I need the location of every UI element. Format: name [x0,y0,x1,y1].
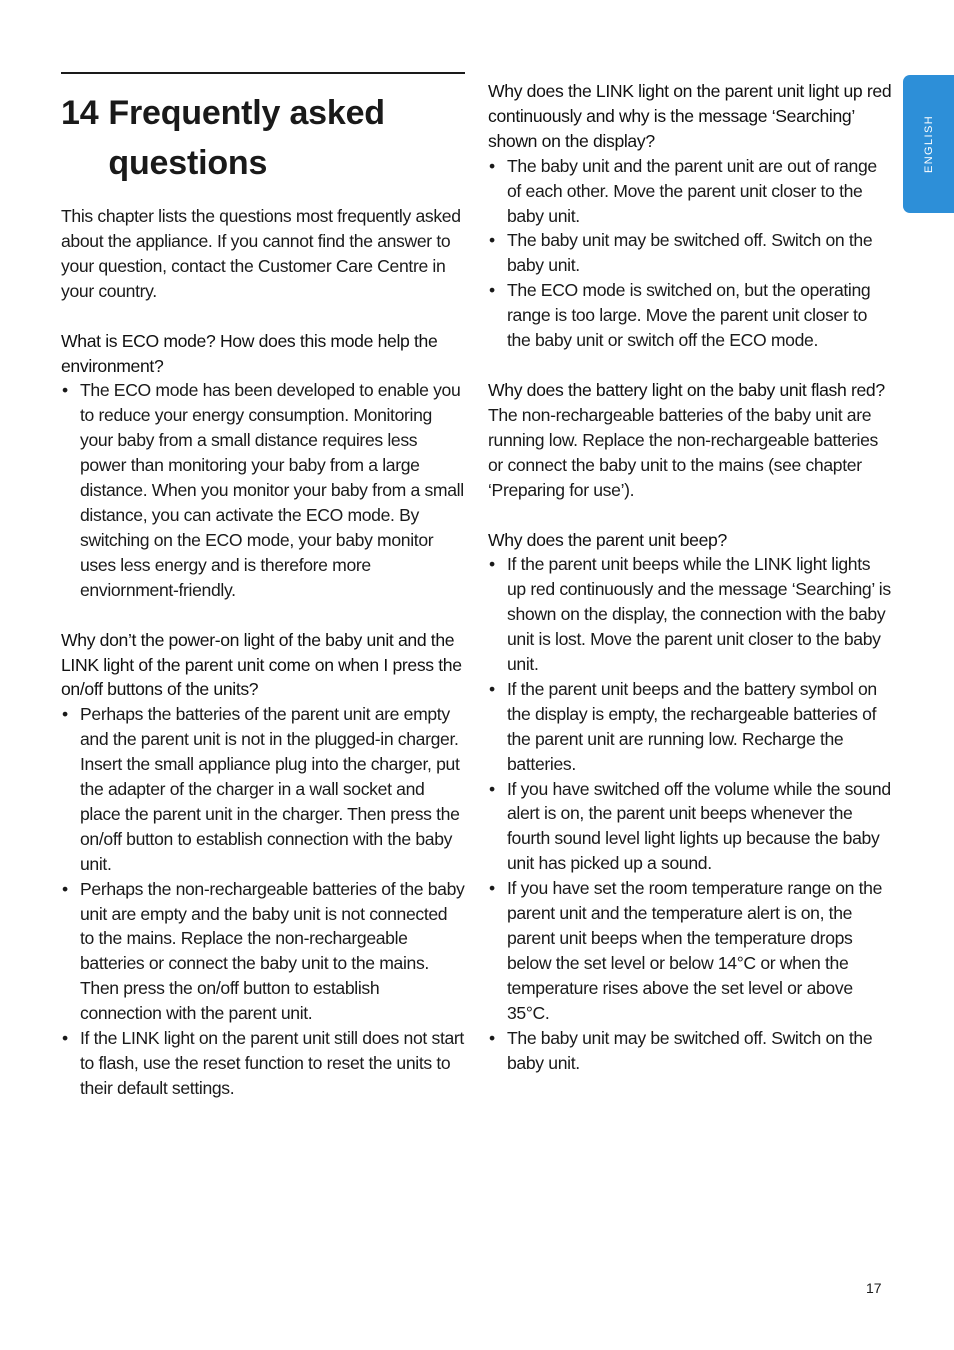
language-label: ENGLISH [922,114,935,174]
faq-answer: The non-rechargeable batteries of the baby unit are running low. Replace the non-rechargeable batteries or connect the baby unit to the mains (see chapter ‘Preparing for use’). [488,404,879,500]
language-tab [903,75,954,213]
right-column [488,79,892,1075]
faq-answer-list [488,552,892,1075]
title-rule [61,72,465,74]
faq-eco-mode [61,329,465,603]
faq-answer-list [61,378,465,602]
list-item: • The baby unit may be switched off. Switch on the baby unit. [488,228,892,278]
faq-question: Why does the LINK light on the parent unit light up red continuously and why is the message ‘Searching’ shown on the display? [488,81,892,151]
list-item: • If the parent unit beeps and the battery symbol on the display is empty, the rechargeable batteries of the parent unit are running low. Recharge the batteries. [488,677,892,777]
faq-question: Why does the battery light on the baby unit flash red? [488,379,885,400]
faq-answer-list [488,154,892,353]
list-item: • The baby unit and the parent unit are out of range of each other. Move the parent unit closer to the baby unit. [488,154,892,229]
list-item: • If the LINK light on the parent unit still does not start to flash, use the reset function to reset the units to their default settings. [61,1026,465,1101]
left-column [61,204,465,1101]
chapter-number: 14 [61,94,99,132]
chapter-title [61,88,465,188]
list-item: • If the parent unit beeps while the LINK light lights up red continuously and the message ‘Searching’ is shown on the display, the connection with the baby unit is lost. Move the parent unit closer to the baby unit. [488,552,892,677]
faq-battery-light [488,378,892,503]
faq-link-light-searching [488,79,892,353]
faq-question: Why don’t the power-on light of the baby unit and the LINK light of the parent unit come on when I press the on/off buttons of the units? [61,629,462,700]
list-item: • The baby unit may be switched off. Switch on the baby unit. [488,1026,892,1076]
intro-paragraph: This chapter lists the questions most frequently asked about the appliance. If you cannot find the answer to your question, contact the Customer Care Centre in your country. [61,206,461,301]
list-item: • Perhaps the batteries of the parent unit are empty and the parent unit is not in the plugged-in charger. Insert the small appliance plug into the charger, put the adapter of the charger in a wall socket and place the parent unit in the charger. Then press the on/off button to establish connection with the baby unit. [61,702,465,876]
chapter-title-text: Frequently asked questions [108,94,385,182]
list-item: • If you have switched off the volume while the sound alert is on, the parent unit beeps whenever the fourth sound level light lights up because the baby unit has picked up a sound. [488,777,892,877]
list-item: • Perhaps the non-rechargeable batteries of the baby unit are empty and the baby unit is not connected to the mains. Replace the non-rechargeable batteries or connect the baby unit to the mains. Then press the on/off button to establish connection with the parent unit. [61,877,465,1026]
faq-parent-unit-beep [488,528,892,1076]
list-item: • If you have set the room temperature range on the parent unit and the temperature alert is on, the parent unit beeps when the temperature drops below the set level or below 14°C or when the temperature rises above the set level or above 35°C. [488,876,892,1025]
page-number: 17 [866,1280,882,1296]
faq-question: What is ECO mode? How does this mode help the environment? [61,330,438,376]
faq-power-on-light [61,628,465,1101]
faq-question: Why does the parent unit beep? [488,529,727,550]
list-item: • The ECO mode is switched on, but the operating range is too large. Move the parent unit closer to the baby unit or switch off the ECO mode. [488,278,892,353]
list-item: • The ECO mode has been developed to enable you to reduce your energy consumption. Monitoring your baby from a small distance requires less power than monitoring your baby from a large distance. When you monitor your baby from a small distance, you can activate the ECO mode. By switching on the ECO mode, your baby monitor uses less energy and is therefore more enviornment-friendly. [61,378,465,602]
faq-answer-list [61,702,465,1101]
